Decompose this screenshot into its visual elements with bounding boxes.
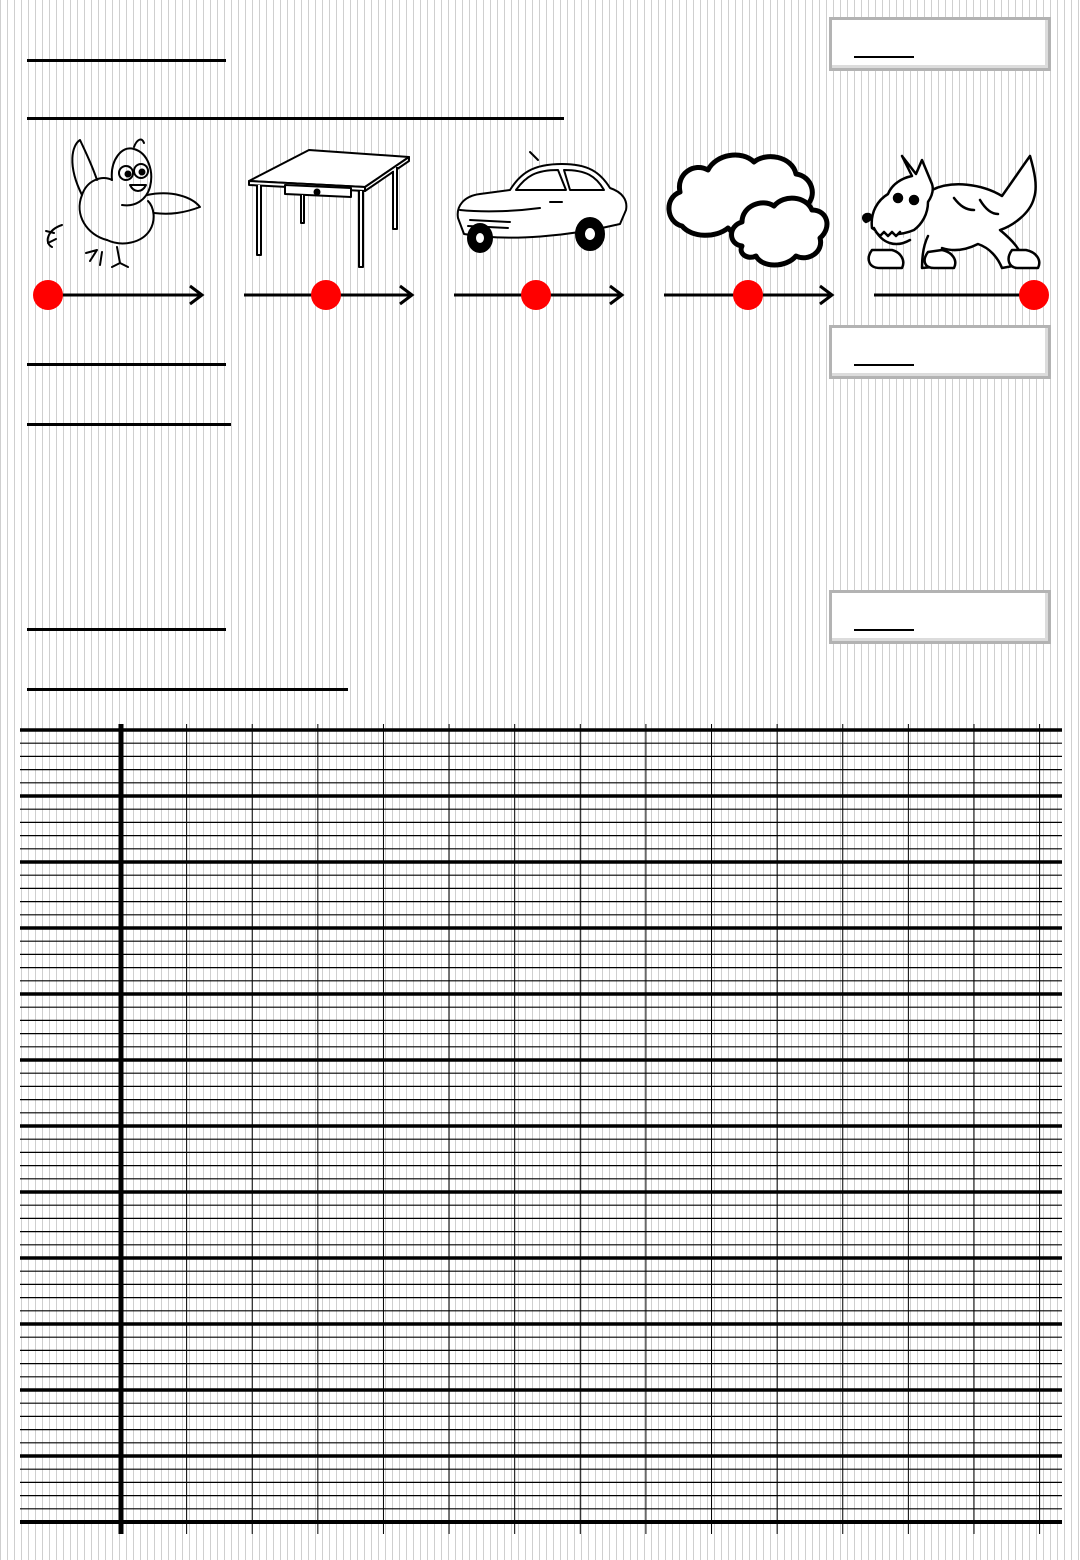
- sequence-arrow-1: [30, 279, 210, 311]
- sound-dot[interactable]: [311, 280, 341, 310]
- sequence-arrow-3: [450, 279, 630, 311]
- task-instruction-blank-3: [27, 688, 348, 691]
- sound-dot[interactable]: [1019, 280, 1049, 310]
- sound-dot[interactable]: [521, 280, 551, 310]
- heading-blank-1: [27, 59, 226, 62]
- wolf-icon: [862, 140, 1048, 278]
- clouds-icon: [662, 148, 832, 272]
- sequence-arrow-2: [240, 279, 420, 311]
- score-box-3[interactable]: [829, 590, 1051, 644]
- handwriting-grid[interactable]: [20, 722, 1062, 1538]
- table-icon: [247, 145, 412, 270]
- sequence-arrow-5: [870, 279, 1055, 311]
- sound-dot[interactable]: [33, 280, 63, 310]
- sequence-arrow-4: [660, 279, 840, 311]
- score-blank: [854, 56, 914, 58]
- heading-blank-3: [27, 628, 226, 631]
- score-blank: [854, 364, 914, 366]
- car-icon: [450, 150, 630, 260]
- score-box-1[interactable]: [829, 17, 1051, 71]
- score-blank: [854, 629, 914, 631]
- heading-blank-2: [27, 363, 226, 366]
- task-instruction-blank-1: [27, 117, 564, 120]
- bird-icon: [42, 135, 202, 275]
- task-instruction-blank-2: [27, 423, 231, 426]
- score-box-2[interactable]: [829, 325, 1051, 379]
- sound-dot[interactable]: [733, 280, 763, 310]
